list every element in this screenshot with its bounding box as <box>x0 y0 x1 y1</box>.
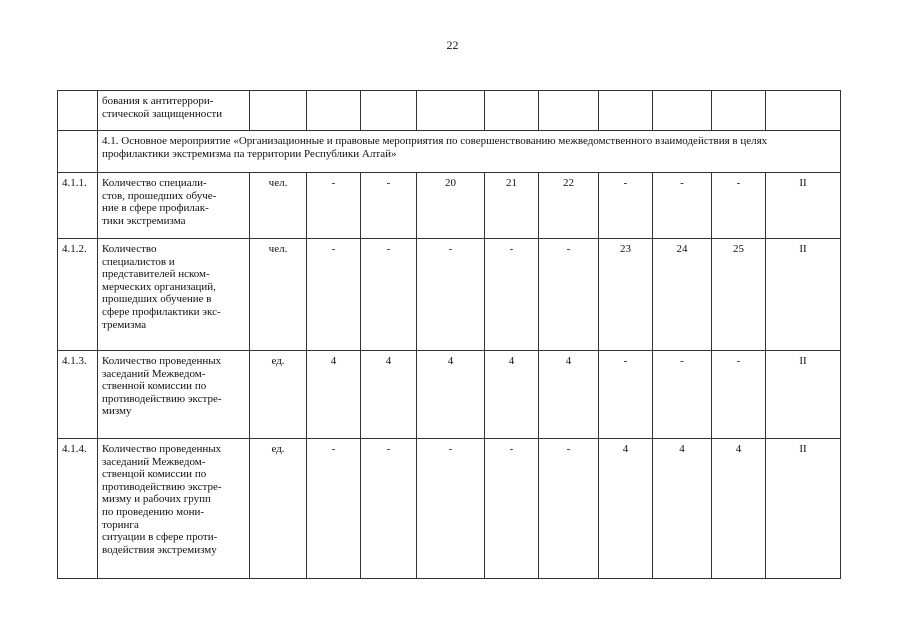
table-row <box>58 351 841 439</box>
value-cell <box>539 91 599 131</box>
value-cell <box>361 91 417 131</box>
row-category: II <box>766 439 841 579</box>
row-description: Количество проведенных заседаний Межведом- ственной комиссии по противодействию экстре- мизму <box>98 351 250 439</box>
table-row-continuation <box>58 91 841 131</box>
value-cell: - <box>361 439 417 579</box>
value-cell: 4 <box>485 351 539 439</box>
row-category: II <box>766 351 841 439</box>
value-cell: - <box>417 439 485 579</box>
value-cell: - <box>653 173 712 239</box>
table-row-section <box>58 131 841 173</box>
page-number: 22 <box>446 38 459 52</box>
row-category: II <box>766 239 841 351</box>
value-cell <box>307 91 361 131</box>
row-number: 4.1.3. <box>58 351 98 439</box>
value-cell: 4 <box>653 439 712 579</box>
value-cell: 4 <box>539 351 599 439</box>
value-cell <box>485 91 539 131</box>
value-cell: - <box>307 239 361 351</box>
value-cell: - <box>712 173 766 239</box>
value-cell <box>712 91 766 131</box>
row-number: 4.1.4. <box>58 439 98 579</box>
row-number: 4.1.2. <box>58 239 98 351</box>
value-cell <box>250 91 307 131</box>
value-cell: - <box>361 239 417 351</box>
value-cell: - <box>361 173 417 239</box>
row-description: Количество проведенных заседаний Межведом- ственцой комиссии по противодействию экстре- мизму и рабочих групп по проведению мони- торинга ситуации в сфере проти- водействия экстремизму <box>98 439 250 579</box>
value-cell <box>417 91 485 131</box>
value-cell: - <box>599 351 653 439</box>
row-unit: ед. <box>250 351 307 439</box>
value-cell: 20 <box>417 173 485 239</box>
row-description: Количество специалистов и представителей нском- мерческих организаций, прошедших обучение в сфере профилактики экс- тремизма <box>98 239 250 351</box>
value-cell: - <box>417 239 485 351</box>
value-cell: 4 <box>417 351 485 439</box>
value-cell: 4 <box>599 439 653 579</box>
value-cell: - <box>485 239 539 351</box>
row-category: II <box>766 173 841 239</box>
value-cell: - <box>307 173 361 239</box>
row-unit: чел. <box>250 239 307 351</box>
value-cell: - <box>539 239 599 351</box>
value-cell: 25 <box>712 239 766 351</box>
table-row <box>58 239 841 351</box>
row-description: бования к антитеррори- стической защищенности <box>98 91 250 131</box>
value-cell <box>766 91 841 131</box>
value-cell: 21 <box>485 173 539 239</box>
row-number-cell <box>58 91 98 131</box>
value-cell: 4 <box>712 439 766 579</box>
value-cell: - <box>307 439 361 579</box>
table-row <box>58 439 841 579</box>
value-cell <box>599 91 653 131</box>
value-cell: 4 <box>307 351 361 439</box>
value-cell: 4 <box>361 351 417 439</box>
value-cell: - <box>485 439 539 579</box>
value-cell: 23 <box>599 239 653 351</box>
value-cell: - <box>599 173 653 239</box>
row-number: 4.1.1. <box>58 173 98 239</box>
row-description: Количество специали- стов, прошедших обуче- ние в сфере профилак- тики экстремизма <box>98 173 250 239</box>
table-row <box>58 173 841 239</box>
value-cell: - <box>539 439 599 579</box>
table-body <box>58 91 841 579</box>
row-unit: ед. <box>250 439 307 579</box>
indicators-table <box>57 90 841 579</box>
value-cell: - <box>712 351 766 439</box>
value-cell: 22 <box>539 173 599 239</box>
value-cell: - <box>653 351 712 439</box>
row-unit: чел. <box>250 173 307 239</box>
section-title: 4.1. Основное мероприятие «Организационные и правовые мероприятия по совершенствованию межведомственного взаимодействия в целях профилактики экстремизма па территории Республики Алтай» <box>98 131 841 173</box>
row-number-cell <box>58 131 98 173</box>
value-cell: 24 <box>653 239 712 351</box>
value-cell <box>653 91 712 131</box>
